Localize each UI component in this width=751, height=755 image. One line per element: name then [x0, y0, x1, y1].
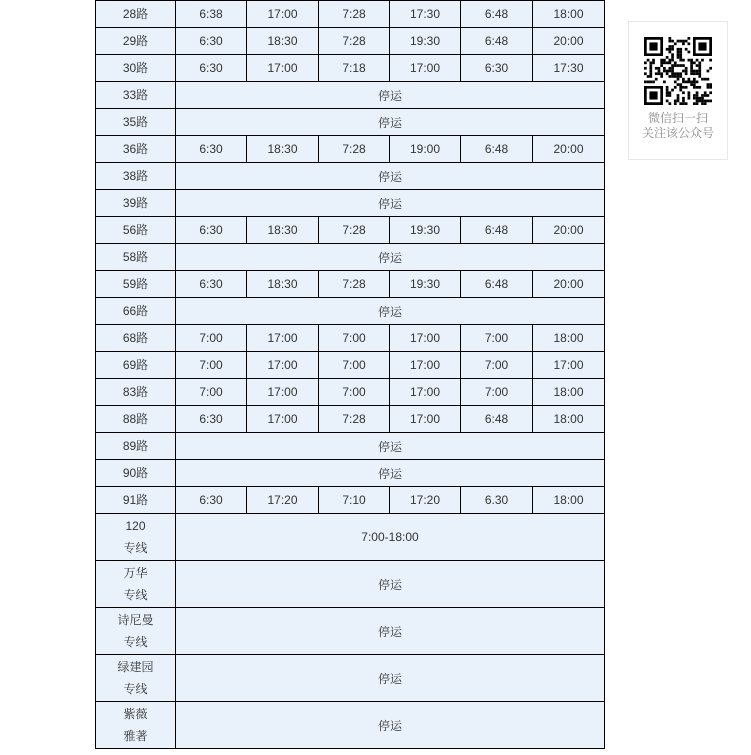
time-cell: 17:00 [247, 379, 319, 406]
time-cell: 7:28 [319, 28, 390, 55]
table-row [96, 82, 605, 109]
status-cell: 停运 [176, 244, 605, 271]
route-cell: 36路 [96, 136, 176, 163]
table-row [96, 352, 605, 379]
time-cell: 19:00 [390, 136, 461, 163]
wechat-follow-panel [628, 21, 728, 160]
time-cell: 6:38 [176, 1, 247, 28]
route-cell: 66路 [96, 298, 176, 325]
table-row [96, 190, 605, 217]
time-cell: 18:30 [247, 28, 319, 55]
time-cell: 7:18 [319, 55, 390, 82]
time-cell: 6:30 [176, 28, 247, 55]
time-cell: 20:00 [533, 136, 605, 163]
time-cell: 18:00 [533, 487, 605, 514]
time-cell: 17:00 [247, 55, 319, 82]
status-cell: 停运 [176, 608, 605, 655]
status-cell: 停运 [176, 460, 605, 487]
time-cell: 18:00 [533, 406, 605, 433]
route-cell: 33路 [96, 82, 176, 109]
route-cell: 29路 [96, 28, 176, 55]
time-cell: 7:28 [319, 217, 390, 244]
route-cell: 120 专线 [96, 514, 176, 561]
time-cell: 18:00 [533, 325, 605, 352]
table-row [96, 1, 605, 28]
status-cell: 7:00-18:00 [176, 514, 605, 561]
table-row [96, 655, 605, 702]
route-cell: 38路 [96, 163, 176, 190]
timetable-body [96, 1, 605, 749]
table-row [96, 561, 605, 608]
time-cell: 18:30 [247, 136, 319, 163]
status-cell: 停运 [176, 702, 605, 749]
table-row [96, 325, 605, 352]
time-cell: 7:00 [319, 379, 390, 406]
table-row [96, 433, 605, 460]
route-cell: 59路 [96, 271, 176, 298]
table-row [96, 55, 605, 82]
route-cell: 35路 [96, 109, 176, 136]
time-cell: 7:00 [176, 379, 247, 406]
time-cell: 6:30 [461, 55, 533, 82]
time-cell: 18:00 [533, 379, 605, 406]
status-cell: 停运 [176, 82, 605, 109]
time-cell: 7:28 [319, 1, 390, 28]
time-cell: 18:30 [247, 271, 319, 298]
time-cell: 6:30 [176, 217, 247, 244]
time-cell: 17:30 [390, 1, 461, 28]
time-cell: 17:20 [390, 487, 461, 514]
table-row [96, 298, 605, 325]
status-cell: 停运 [176, 190, 605, 217]
time-cell: 6:30 [176, 406, 247, 433]
status-cell: 停运 [176, 561, 605, 608]
bus-timetable [95, 0, 605, 749]
route-cell: 58路 [96, 244, 176, 271]
route-cell: 万华 专线 [96, 561, 176, 608]
time-cell: 6:30 [176, 55, 247, 82]
route-cell: 89路 [96, 433, 176, 460]
time-cell: 20:00 [533, 28, 605, 55]
time-cell: 20:00 [533, 271, 605, 298]
status-cell: 停运 [176, 109, 605, 136]
table-row [96, 28, 605, 55]
status-cell: 停运 [176, 298, 605, 325]
time-cell: 17:00 [390, 352, 461, 379]
time-cell: 17:20 [247, 487, 319, 514]
table-row [96, 109, 605, 136]
time-cell: 6:30 [176, 271, 247, 298]
time-cell: 6:48 [461, 217, 533, 244]
time-cell: 7:28 [319, 271, 390, 298]
route-cell: 28路 [96, 1, 176, 28]
time-cell: 7:00 [461, 325, 533, 352]
time-cell: 17:00 [247, 352, 319, 379]
table-row [96, 379, 605, 406]
table-row [96, 514, 605, 561]
time-cell: 7:00 [319, 352, 390, 379]
time-cell: 7:00 [319, 325, 390, 352]
time-cell: 17:00 [390, 325, 461, 352]
route-cell: 83路 [96, 379, 176, 406]
time-cell: 6:30 [176, 136, 247, 163]
time-cell: 18:30 [247, 217, 319, 244]
time-cell: 19:30 [390, 271, 461, 298]
table-row [96, 460, 605, 487]
time-cell: 17:30 [533, 55, 605, 82]
status-cell: 停运 [176, 163, 605, 190]
time-cell: 20:00 [533, 217, 605, 244]
time-cell: 17:00 [533, 352, 605, 379]
time-cell: 7:10 [319, 487, 390, 514]
table-row [96, 136, 605, 163]
status-cell: 停运 [176, 433, 605, 460]
time-cell: 19:30 [390, 28, 461, 55]
route-cell: 30路 [96, 55, 176, 82]
time-cell: 19:30 [390, 217, 461, 244]
route-cell: 56路 [96, 217, 176, 244]
time-cell: 17:00 [247, 1, 319, 28]
time-cell: 6:48 [461, 28, 533, 55]
time-cell: 6:48 [461, 136, 533, 163]
time-cell: 17:00 [390, 55, 461, 82]
status-cell: 停运 [176, 655, 605, 702]
time-cell: 7:00 [461, 379, 533, 406]
time-cell: 6:48 [461, 1, 533, 28]
time-cell: 7:00 [176, 352, 247, 379]
table-row [96, 163, 605, 190]
route-cell: 68路 [96, 325, 176, 352]
qr-code-icon [644, 37, 712, 105]
time-cell: 7:28 [319, 406, 390, 433]
time-cell: 7:00 [461, 352, 533, 379]
route-cell: 69路 [96, 352, 176, 379]
route-cell: 90路 [96, 460, 176, 487]
route-cell: 88路 [96, 406, 176, 433]
table-row [96, 702, 605, 749]
time-cell: 7:00 [176, 325, 247, 352]
time-cell: 18:00 [533, 1, 605, 28]
route-cell: 91路 [96, 487, 176, 514]
time-cell: 17:00 [390, 379, 461, 406]
route-cell: 绿建园 专线 [96, 655, 176, 702]
time-cell: 6:30 [176, 487, 247, 514]
table-row [96, 244, 605, 271]
time-cell: 17:00 [247, 325, 319, 352]
table-row [96, 406, 605, 433]
route-cell: 39路 [96, 190, 176, 217]
time-cell: 7:28 [319, 136, 390, 163]
wechat-scan-hint: 微信扫一扫 [647, 111, 708, 125]
wechat-follow-hint: 关注该公众号 [641, 126, 714, 140]
table-row [96, 608, 605, 655]
table-row [96, 217, 605, 244]
table-row [96, 271, 605, 298]
time-cell: 17:00 [247, 406, 319, 433]
route-cell: 紫薇 雅著 [96, 702, 176, 749]
time-cell: 6:48 [461, 406, 533, 433]
route-cell: 诗尼曼 专线 [96, 608, 176, 655]
table-row [96, 487, 605, 514]
time-cell: 17:00 [390, 406, 461, 433]
time-cell: 6:48 [461, 271, 533, 298]
time-cell: 6.30 [461, 487, 533, 514]
